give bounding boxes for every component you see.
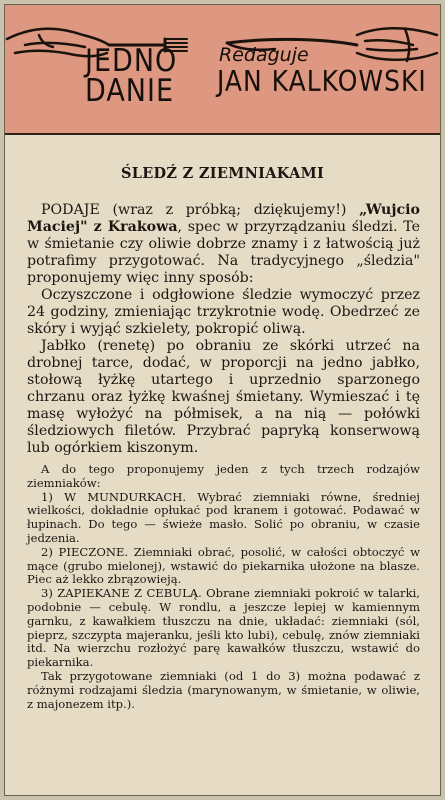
lead-paragraph-3: Jabłko (renetę) po obraniu ze skórki utrzeć na drobnej tarce, dodać, w proporcji na jedno jabłko, stołową łyżkę utartego i uprzednio sparzonego chrzanu oraz łyżkę kwaśnej śmietany. Wymieszać i tę masę wyłożyć na półmisek, a na nią — połówki śledziowych filetów. Przybrać papryką konserwową lub ogórkiem kiszonym. — [27, 338, 420, 456]
lead-paragraph-1 — [27, 202, 420, 287]
closing-paragraph: Tak przygotowane ziemniaki (od 1 do 3) można podawać z różnymi rodzajami śledzia (marynowanym, w śmietanie, w oliwie, z majonezem itp.). — [27, 668, 420, 711]
column-title-line1: JEDNO — [85, 43, 178, 80]
article-headline: ŚLEDŹ Z ZIEMNIAKAMI — [120, 165, 325, 182]
editor-name: JAN KALKOWSKI — [217, 64, 427, 99]
column-header — [5, 5, 440, 135]
option-1-text: Wybrać ziemniaki równe, średniej wielkości, dokładnie opłukać pod kranem i gotować. Podawać w łupinach. Do tego — świeże masło. Solić po obraniu, w czasie jedzenia. — [27, 489, 420, 545]
article-lead — [27, 202, 420, 457]
option-1 — [27, 491, 420, 546]
article — [5, 135, 440, 711]
option-3-text: Obrane ziemniaki pokroić w talarki, podobnie — cebulę. W rondlu, a jeszcze lepiej w kamiennym garnku, z kawałkiem tłuszczu na dnie, układać: ziemniaki (sól, pieprz, szczypta majeranku, jeśli kto lubi), cebulę, znów ziemniaki itd. Na wierzchu rozłożyć parę kawałków tłuszczu, wstawić do piekarnika. — [27, 586, 420, 670]
intro-word: PODAJE — [41, 202, 100, 218]
editor-label: Redaguje — [219, 44, 309, 66]
option-2-head: 2) PIECZONE. — [41, 544, 129, 559]
intro-text-2: , spec w przyrządzaniu śledzi. Te w śmietanie czy oliwie dobrze znamy i z łatwością już potrafimy przygotować. Na tradycyjnego „śledzia" proponujemy więc inny sposób: — [27, 219, 420, 286]
intro-name: „Wujcio Maciej" z Krakowa — [27, 202, 420, 235]
intro-text-1: (wraz z próbką; dziękujemy!) — [99, 202, 360, 218]
option-2-text: Ziemniaki obrać, posolić, w całości obtoczyć w mące (grubo mielonej), wstawić do piekarnika ułożone na blasze. Piec aż lekko zbrązowieją. — [27, 544, 421, 587]
options-intro: A do tego proponujemy jeden z tych trzech rodzajów ziemniaków: — [27, 462, 420, 490]
option-1-head: 1) W MUNDURKACH. — [41, 489, 187, 504]
option-2 — [27, 546, 420, 587]
option-3 — [27, 587, 420, 670]
article-options — [27, 463, 420, 711]
editor-credit — [217, 43, 437, 97]
newspaper-clipping — [4, 4, 441, 796]
option-3-head: 3) ZAPIEKANE Z CEBULĄ. — [41, 586, 202, 601]
column-title — [85, 43, 178, 110]
column-title-line2: DANIE — [85, 73, 175, 110]
lead-paragraph-2: Oczyszczone i odgłowione śledzie wymoczyć przez 24 godziny, zmieniając trzykrotnie wodę. Obedrzeć ze skóry i wyjąć szkielety, pokropić oliwą. — [27, 287, 420, 337]
